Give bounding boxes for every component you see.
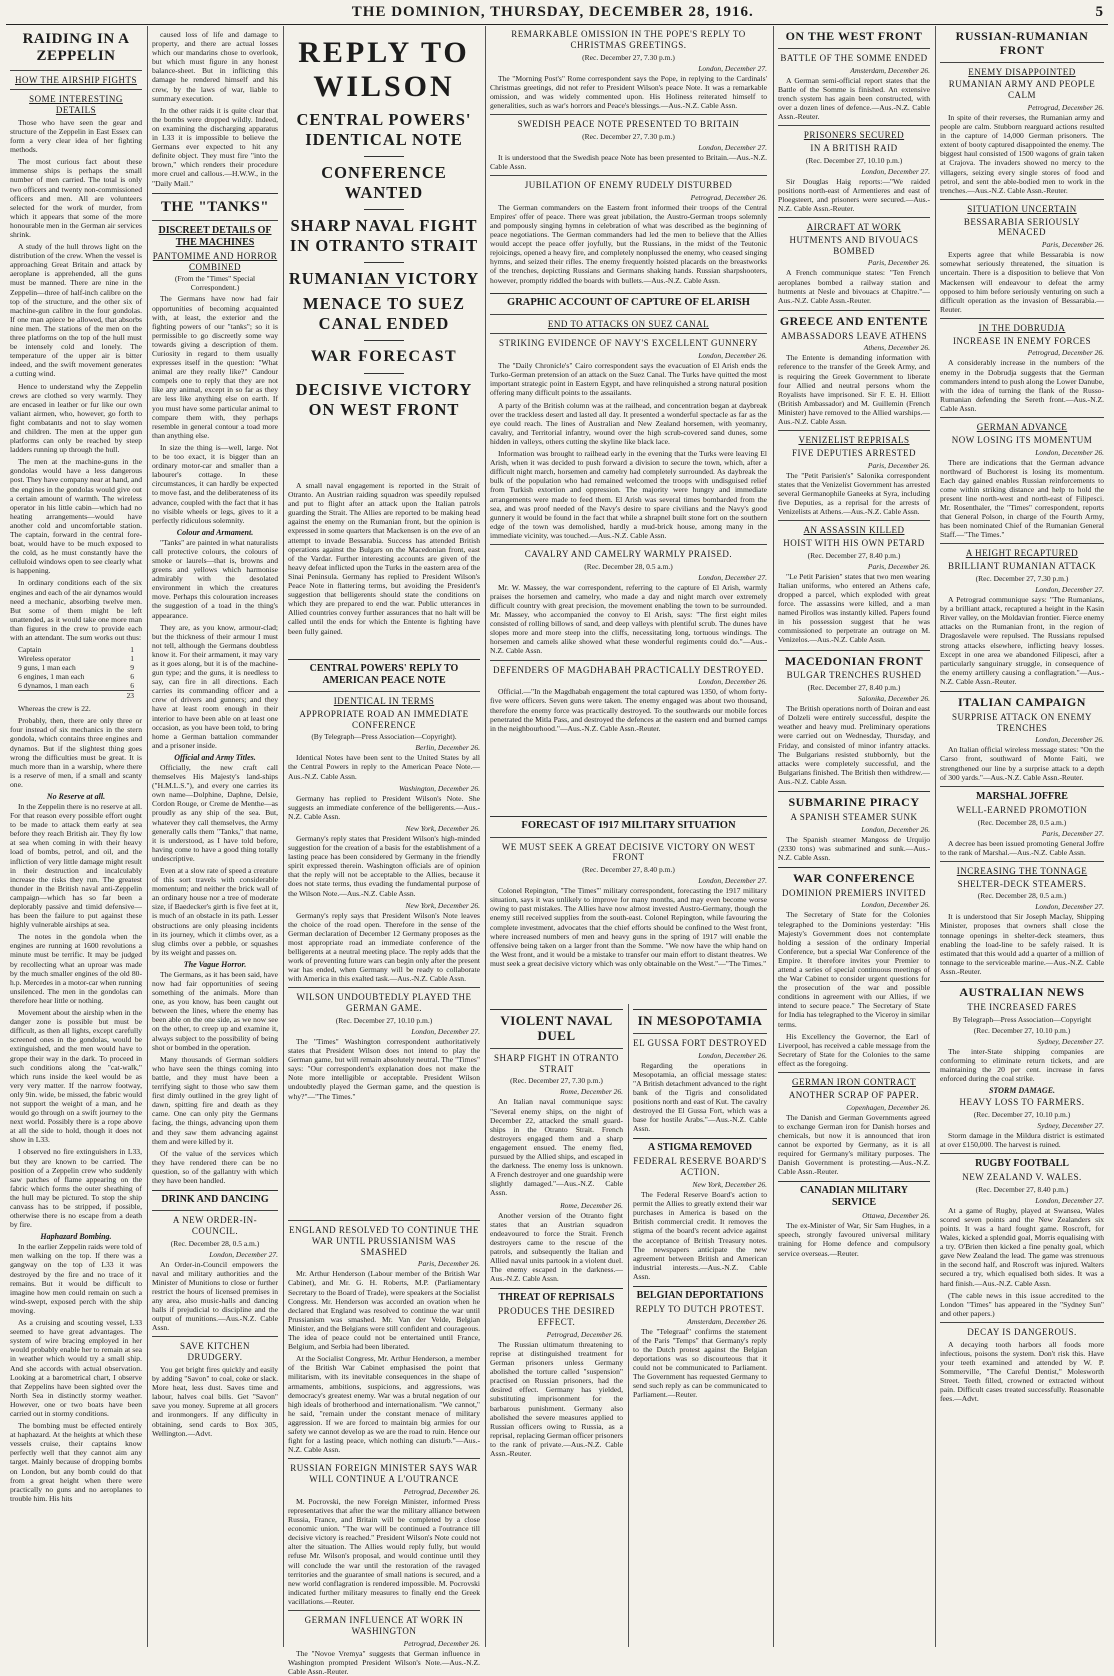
article-title: SUBMARINE PIRACY: [788, 794, 920, 809]
advert-text: A decaying tooth harbors all foods more infectious, poisons the system. Don't risk this. Have your teeth examined and attended by W. P. Sommerville, "The Careful Dentist," Molesworth Street. Teeth filled, crowned or extracted without pain. Difficult cases treated successfully. Reasonable fees.—Advt.: [940, 1339, 1104, 1404]
dateline: Petrograd, December 26.: [1027, 348, 1104, 358]
paragraph: The "Morning Post's" Rome correspondent says the Pope, in replying to the Cardinals' Christmas greetings, did not refer to President Wilson's peace Note. It was a remarkable omission, and was widely commented upon. His Holiness reiterated himself to generalities, such as war's horrors and Peace's blessings.—Aus.-N.Z. Cable Assn.: [490, 73, 767, 110]
article-title: ON THE WEST FRONT: [785, 29, 923, 43]
dateline: Amsterdam, December 26.: [850, 65, 930, 75]
dateline: Paris, December 26.: [867, 460, 930, 470]
dateline: London, December 26.: [698, 351, 767, 361]
dateline: Copenhagen, December 26.: [846, 1102, 930, 1112]
article-title-drink: DRINK AND DANCING: [161, 1194, 269, 1206]
received-line: (Rec. December 27, 7.30 p.m.): [975, 574, 1069, 584]
subhead: STORM DAMAGE.: [988, 1085, 1056, 1095]
paragraph: An Order-in-Council empowers the naval and military authorities and the Minister of Munitions to close or further restrict the hours of licensed premises in any area, also music-halls and dancing halls if prejudicial to discipline and the output of munitions.—Aus.-N.Z. Cable Assn.: [152, 1259, 278, 1333]
column-el-arish: [486, 288, 771, 808]
paragraph: Many thousands of German soldiers who have seen the things coming into battle, and they must have been a terrifying sight to those who saw them first dimly outlined in the grey light of dawn, spitting fire and death as they came. One can only pity the Germans facing, the things, advancing upon them and they saw them advancing against them and were killed by it.: [152, 1054, 278, 1146]
subhead: APPROPRIATE ROAD AN IMMEDIATE CONFERENCE: [299, 708, 469, 730]
paragraph: A party of the British column was at the railhead, and concentration began at daybreak over the trackless desert and lasted all day. It presented a wonderful spectacle as far as the eye could reach. The lines of Australian and New Zealand horsemen, with yeomanry, cavalry, and Territorial infantry, wound over the high scrub-covered sand dunes, some hidden in valleys, others cutting the skyline like black lace.: [490, 400, 767, 446]
dateline: Amsterdam, December 26.: [687, 1316, 767, 1326]
column-2: [148, 26, 282, 1647]
paragraph: The Russian ultimatum threatening to reprise at distinguished treatment for German prisoners unless Germany abolished the torture called "suspension" practised on Russian prisoners, had the desired effect. Germany has yielded, substituting imprisonment for the barbarous punishment. Germany also abolished the severe measures applied to Russian officers owing to Russia, as a reprisal, replacing German officer prisoners to the rank of private.—Aus.-N.Z. Cable Assn.-Reuter.: [490, 1339, 623, 1458]
advert-title: SAVE KITCHEN DRUDGERY.: [179, 1341, 251, 1363]
article-title: CENTRAL POWERS' REPLY TO AMERICAN PEACE NOTE: [309, 663, 459, 686]
paragraph: The "Petit Parisien's" Salonika correspondent states that the Venizelist Government has arrested several Germanophile Ganeeks at Syra, including five Deputies, as a reprisal for the arrests of Venizelists at Athens.—Aus.-N.Z. Cable Assn.: [778, 470, 930, 517]
subhead: HOIST WITH HIS OWN PETARD: [783, 538, 925, 548]
subhead: SHARP FIGHT IN OTRANTO STRAIT: [493, 1052, 620, 1074]
article-title: RUSSIAN FOREIGN MINISTER SAYS WAR WILL CONTINUE A L'OUTRANCE: [290, 1463, 478, 1485]
paragraph: The Entente is demanding information with reference to the transfer of the Greek Army, and is requiring the Greek Government to liberate four Allied and neutral persons whom the Royalists have imprisoned. Sir F. E. H. Elliott (British Ambassador) and M. Guillemin (French Minister) have removed to the Allied warships.—Aus.-N.Z. Cable Assn.: [778, 353, 930, 427]
paragraph: Regarding the operations in Mesopotamia, an official message states: "A British detachment advanced to the right bank of the Tigris and consolidated positions north and east of Kut. The cavalry destroyed the El Gussa Fort, which was a base for hostile Arabs."—Aus.-N.Z. Cable Assn.: [633, 1060, 767, 1134]
paragraph: In ordinary conditions each of the six engines and each of the air dynamos would need a mechanic, absorbing twelve men. But some of them might be left unattended, as it would take one more man than figures in the crew to provide each with an attendant. The sum works out thus:: [10, 578, 142, 643]
subhead: A NEW ORDER-IN-COUNCIL.: [172, 1215, 258, 1236]
dateline: Petrograd, December 26.: [403, 1486, 480, 1496]
article-title: JUBILATION OF ENEMY RUDELY DISTURBED: [524, 179, 733, 190]
paragraph: Mr. Arthur Henderson (Labour member of the British War Cabinet), and Mr. G. H. Roberts, M.P. (Parliamentary Secretary to the Board of Trade), were speakers at the Socialist Congress. Mr. Henderson was accorded an ovation when he declared that England was resolved to continue the war until Prussianism was smashed. Mr. Van der Velde, Belgian Minister, and the Belgians were still confident and courageous. The idea of peace could not be entertained until France, Belgium, and Serbia had been liberated.: [288, 1269, 480, 1352]
paragraph: Identical Notes have been sent to the United States by all the Central Powers in reply to the American Peace Note.—Aus.-N.Z. Cable Assn.: [288, 753, 480, 781]
subhead: No Reserve at all.: [46, 791, 106, 801]
column-peace-note: [284, 654, 484, 1214]
received-line: (Rec. December 27, 8.40 p.m.): [975, 1184, 1069, 1194]
dateline: Paris, December 26.: [867, 561, 930, 571]
dateline: London, December 27.: [698, 572, 767, 582]
article-title: GERMAN INFLUENCE AT WORK IN WASHINGTON: [304, 1614, 464, 1636]
paragraph: In the other raids it is quite clear that the bombs were dropped wildly. Indeed, on examining the discharging apparatus in L33 it is impossible to believe the Germans ever expected to hit any definite object. They must fire "into the brown," which renders their procedure more cruel and callous.—H.W.W., in the "Daily Mail.": [152, 105, 278, 188]
received-line: (Rec. December 28, 0.5 a.m.): [977, 891, 1067, 901]
paragraph: Officially, the new craft call themselves His Majesty's land-ships ("H.M.L.S."), and every one carries its own name—Dolphine, Daphne, Delsie, Cordon Rouge, or Creme de Menthe—as proudly as any ship of the sea. But, whatever they call themselves, the Army generally calls them "Tanks," that name, it is understood, as I have told before, having come to have a good thing totally undescriptive.: [152, 762, 278, 863]
dateline: London, December 27.: [698, 876, 767, 886]
article-title: ITALIAN CAMPAIGN: [958, 695, 1086, 709]
column-8: [936, 26, 1108, 1647]
crew-row: Wireless operator 1: [18, 654, 134, 664]
subhead: HOW THE AIRSHIP FIGHTS: [14, 74, 138, 85]
paragraph: A considerably increase in the numbers of the enemy in the Dobrudja suggests that the German commanders intend to push along the Lower Danube, with the idea of turning the flank of the Russo-Rumanian defending the Sereth front.—Aus.-N.Z. Cable Assn.: [940, 358, 1104, 413]
paragraph: Germany's reply states that President Wilson's high-minded suggestion for the creation of a basis for the establishment of a lasting peace has been considered by Germany in the friendly spirit expressed therein. Washington officials are of opinion that the reply will not be acceptable to the Allies, because it does not state terms, thus evading the fundamental purpose of the Wilson Note.—Aus.-N.Z. Cable Assn.: [288, 833, 480, 898]
received-line: (Rec. December 27, 7.30 p.m.): [582, 131, 675, 141]
dateline: London, December 26.: [1035, 447, 1104, 457]
subhead: DOMINION PREMIERS INVITED: [782, 887, 926, 898]
subhead: PRODUCES THE DESIRED EFFECT.: [498, 1306, 615, 1328]
received-line: (Rec. December 27, 7.30 p.m.): [510, 1076, 603, 1086]
subhead: HUTMENTS AND BIVOUACS BOMBED: [789, 234, 919, 256]
paragraph: Storm damage in the Mildura district is estimated at over £150,000. The harvest is ruined.: [940, 1130, 1104, 1149]
paragraph: It is understood that the Swedish peace Note has been presented to Britain.—Aus.-N.Z. Cable Assn.: [490, 152, 767, 171]
subhead: The Vague Horror.: [183, 959, 247, 969]
paragraph: A German semi-official report states that the Battle of the Somme is finished. An extensive trench system has again been constructed, with over a dozen lines of defence.—Aus.-N.Z. Cable Assn.-Reuter.: [778, 75, 930, 121]
subhead: ANOTHER SCRAP OF PAPER.: [788, 1089, 920, 1100]
subhead: A SPANISH STEAMER SUNK: [790, 811, 918, 822]
article-title: CANADIAN MILITARY SERVICE: [799, 1185, 909, 1209]
article-title: AIRCRAFT AT WORK: [806, 222, 902, 233]
article-title: BELGIAN DEPORTATIONS: [636, 1290, 764, 1302]
source-line: (From the "Times" Special Correspondent.): [174, 274, 256, 293]
subhead: IDENTICAL IN TERMS: [333, 696, 435, 706]
subhead: INCREASE IN ENEMY FORCES: [953, 335, 1091, 346]
article-title: ENGLAND RESOLVED TO CONTINUE THE WAR UNTIL PRUSSIANISM WAS SMASHED: [289, 1225, 479, 1257]
crew-row: 9 guns, 1 man each 9: [18, 663, 134, 673]
column-pope: [486, 26, 771, 284]
paragraph: Experts agree that while Bessarabia is now somewhat seriously threatened, the situation is uncertain. There is a disposition to believe that Von Mackensen will endeavour to defeat the army opposed to him before seriously venturing on such a difficult operation as the invasion of Bessarabia.—Reuter.: [940, 250, 1104, 314]
note: (The cable news in this issue accredited to the London "Times" has appeared in the "Sydney Sun" and other papers.): [940, 1290, 1104, 1318]
subhead: EL GUSSA FORT DESTROYED: [633, 1037, 767, 1048]
paragraph: At a game of Rugby, played at Swansea, Wales scored seven points and the New Zealanders six points. It was a hard fought game. Roscroft, for Wales, kicked a splendid goal, Morris equalising with a try. O'Brien then kicked a fine penalty goal, which gave New Zealand the lead. The game was strenuous in the second half, and Roscroft was injured. Walters secured a try, which equalised both sides. It was a hard finish.—Aus.-N.Z. Cable Assn.: [940, 1205, 1104, 1288]
dateline: London, December 27.: [1035, 1195, 1104, 1205]
received-line: (Rec. December 27, 7.30 p.m.): [582, 52, 675, 62]
dateline: London, December 26.: [861, 900, 930, 910]
received-line: (Rec. December 27, 8.40 p.m.): [807, 550, 901, 560]
dateline: London, December 27.: [411, 1026, 480, 1036]
paragraph: Movement about the airship when in the danger zone is possible but must be difficult, as then all lights, except carefully screened ones in the gondolas, would be extinguished, and the men would have to grope their way in the dark. To proceed in such conditions along the "cat-walk," which runs inside the keel would be as very very matter. If the narrow footway, only 9in. wide, be missed, the fabric would not support the weight of a man, and he would go through on a swift journey to the next world. Possibly there is a rope above at all the side to hold, though it does not show in L33.: [10, 1008, 142, 1145]
received-line: (Rec. December 27, 10.10 p.m.): [805, 155, 903, 165]
paragraph: The ex-Minister of War, Sir Sam Hughes, in a speech, strongly favoured universal military training for Home defence and compulsory service overseas.—Reuter.: [778, 1221, 930, 1258]
dateline: London, December 26.: [698, 1050, 767, 1060]
paragraph: Those who have seen the gear and structure of the Zeppelin in East Essex can form a very clear idea of her fighting methods.: [10, 117, 142, 155]
dateline: Petrograd, December 26.: [690, 192, 767, 202]
paragraph: It is understood that Sir Joseph Maclay, Shipping Minister, proposes that owners shall close the tonnage openings in shelter-deck steamers, thus enabling the load-line to be safely raised. It is estimated that this would add a quarter of a million of tonnage to the serviceable marine.—Aus.-N.Z. Cable Assn.-Reuter.: [940, 912, 1104, 976]
dateline: Salonika, December 26.: [857, 694, 930, 704]
headline-deck: CONFERENCE WANTED: [321, 163, 447, 202]
dateline: Petrograd, December 26.: [403, 1638, 480, 1648]
dateline: Paris, December 26.: [1041, 240, 1104, 250]
dateline: London, December 27.: [698, 142, 767, 152]
article-title: A HEIGHT RECAPTURED: [965, 548, 1079, 559]
dateline: London, December 27.: [861, 166, 930, 176]
subhead: Colour and Armament.: [176, 527, 254, 537]
article-title: VENIZELIST REPRISALS: [798, 435, 910, 446]
paragraph: Of the value of the services which they have rendered there can be no question, so of the gallantry with which they have been handled.: [152, 1148, 278, 1185]
dateline: Paris, December 27.: [1041, 828, 1104, 838]
dateline: Sydney, December 27.: [1037, 1120, 1104, 1130]
advert-text: You get bright fires quickly and easily by adding "Savon" to coal, coke or slack. More heat, less dust. Saves time and labour, halves coal bills. Get "Savon" save you money. Supreme at all grocers and ironmongers. If any difficulty in obtaining, send cards to Box 305, Wellington.—Advt.: [152, 1365, 278, 1438]
article-title: MACEDONIAN FRONT: [784, 653, 924, 668]
subhead: FIVE DEPUTIES ARRESTED: [791, 447, 916, 458]
dateline: Berlin, December 26.: [415, 743, 480, 753]
subhead: DISCREET DETAILS OF THE MACHINES: [158, 224, 272, 248]
dateline: Rome, December 26.: [560, 1200, 623, 1210]
dateline: Petrograd, December 26.: [1027, 102, 1104, 112]
article-title: REMARKABLE OMISSION IN THE POPE'S REPLY TO CHRISTMAS GREETINGS.: [511, 29, 746, 50]
paragraph: Colonel Repington, "The Times'" military correspondent, forecasting the 1917 military situation, says it was unlikely to improve for many months, and may even become worse owing to past mistakes. The Allies have now almost invested Austro-Germany, though the enemy still received supplies from the south-east. Colonel Repington, while favouring the complete investment, advocates that the chief efforts should be confined to the West front, where increased numbers of men and heavy guns in the spring of 1917 will enable the offensive being taken on a larger front than the Somme. "We now have the whip hand on the West front, and it would be a mistake to transfer our main effort to distant theatres. We must seek a great decisive victory which was only obtainable on the West."—"The Times.": [490, 886, 767, 968]
dateline: Paris, December 26.: [867, 258, 930, 268]
article-title: WAR CONFERENCE: [792, 870, 915, 885]
paragraph: They are, as you know, armour-clad; but the thickness of their armour I must not tell, although the Germans doubtless know it. For their armament, it may vary as it goes along, but it is of the machine-gun type; and the guns, it is needless to say, can fire in all directions. Each carries its commanding officer and a crew of drivers and gunners; and they have at least room enough in their interior to have been able on at least one occasion, as you have been told, to bring home a German battalion commander and a prisoner inside.: [152, 622, 278, 750]
headline-deck: CENTRAL POWERS' IDENTICAL NOTE: [296, 110, 472, 149]
subhead: BESSARABIA SERIOUSLY MENACED: [963, 216, 1081, 238]
article-title: IN THE DOBRUDJA: [978, 322, 1066, 333]
main-headline-block: [284, 26, 484, 288]
paragraph: The "Novoe Vremya" suggests that German influence in Washington prompted President Wilson's Note.—Aus.-N.Z. Cable Assn.-Reuter.: [288, 1648, 480, 1676]
received-line: (Rec. December 28, 0.5 a.m.): [584, 561, 673, 571]
headline-deck: SHARP NAVAL FIGHT IN OTRANTO STRAIT: [289, 216, 479, 255]
headline-deck: WAR FORECAST: [310, 348, 458, 365]
crew-row: 6 dynamos, 1 man each 6: [18, 681, 134, 691]
subhead: NOW LOSING ITS MOMENTUM: [951, 434, 1093, 445]
article-title: SWEDISH PEACE NOTE PRESENTED TO BRITAIN: [517, 118, 740, 129]
summary-paragraph: A small naval engagement is reported in the Strait of Otranto. An Austrian raiding squadron was speedily repulsed and put to flight after an attack upon the Italian patrols guarding the Strait. The Allies are reported to be making head against the enemy on the Rumanian front, but the opinion is expressed in some quarters that Mackensen is on the eve of an attempt to invade Bessarabia. Success has attended British operations against the Bulgars on the Macedonian front, east of the Vardar. Further interesting accounts are given of the heavy defeat inflicted upon the Turks in the eastern area of the Sinai Peninsula. Germany has replied to President Wilson's Peace Note in flattering terms, but avoiding the President's suggestion that belligerents should state the conditions on which they are prepared to end the war. Public utterances in Allied countries convey further assurances that no halt will be called until the ends for which the Entente is fighting have been fully gained.: [288, 481, 480, 636]
advert-title: DECAY IS DANGEROUS.: [967, 1326, 1077, 1337]
subhead: THE INCREASED FARES: [967, 1001, 1077, 1012]
paragraph: The inter-State shipping companies are conforming to eliminate return tickets, and are maintaining the 20 per cent. increase in fares enforced during the coal strike.: [940, 1046, 1104, 1083]
article-title: AUSTRALIAN NEWS: [959, 985, 1085, 999]
received-line: (Rec. December 27, 10.10 p.m.): [973, 1109, 1071, 1119]
subhead: IN A BRITISH RAID: [810, 142, 898, 153]
article-title-tanks: THE "TANKS": [160, 198, 270, 215]
paragraph: I observed no fire extinguishers in L33, but they are known to be carried. The position of a Zeppelin crew who suddenly saw patches of flame appearing on the fabric which forms the outer sheathing of the hull may be pictured. To stop the ship canvass has to be stripped, if possible, otherwise there is no escape from a death by fire.: [10, 1147, 142, 1230]
paragraph: The notes in the gondola when the engines are running at 1600 revolutions a minute must be terrific. It may be judged by recollecting what an uproar was made by the much smaller engines of the old 80-h.p. Mercedes in a motor-car when running unsilenced. The men in the gondolas can therefore hear little or nothing.: [10, 932, 142, 1005]
paragraph: The men at the machine-guns in the gondolas would have a less dangerous post. They have company near at hand, and the engines in the gondolas would give out a certain amount of warmth. The wireless operator in his little cabin—which had no heating arrangements—would have another cold and uncomfortable station. The captain, forward in the central fore-boat, would have to be much exposed to the cold, as he must constantly have the celluloid windows open to see clearly what is happening.: [10, 457, 142, 576]
article-title: PRISONERS SECURED: [803, 130, 905, 141]
article-title: GREECE AND ENTENTE: [779, 313, 929, 328]
subhead: SHELTER-DECK STEAMERS.: [957, 878, 1087, 889]
subhead: WELL-EARNED PROMOTION: [956, 804, 1088, 815]
paragraph: Hence to understand why the Zeppelin crews are clothed so very warmly. They are encased in leather or fur like our own valiant airmen, who, however, go forth to fight combatants and not to slay women and children. The men at the upper gun platforms can only be reached by steep ladders running up through the hull.: [10, 381, 142, 455]
column-7: [774, 26, 934, 1647]
paragraph: An Italian official wireless message states: "On the Carso front, southward of Monte Faiti, we strengthened our line by a surprise attack to a depth of 300 yards."—Aus.-N.Z. Cable Assn.-Reuter.: [940, 745, 1104, 782]
paragraph: Information was brought to railhead early in the evening that the Turks were leaving El Arish, when it was decided to push forward a division to secure the town, which, after a difficult night march, horsemen and camelry had completely surrounded. As daybreak the bulk of the population who had remained welcomed the troops with undisguised relief from Turkish extortion and oppression. The majority were hungry and immediate arrangements were made to feed them. El Arish was several times bombarded from the sea, and was proof needed of the Navy's desire to spare civilians and the Navy's good gunnery it would be found in the fact that while a shrapnel built stone fort on the southern edge of the town was demolished, hardly a mud-brick house, among many in the immediate vicinity, was touched.—Aus.-N.Z. Cable Assn.: [490, 449, 767, 540]
paragraph: The Germans have now had fair opportunities of becoming acquainted with, at least, the exterior and the fighting powers of our "tanks"; so it is permissible to go discreetly some way towards giving a description of them. Curiosity in regard to them usually expresses itself in the question: "What animal are they really like?" Candour compels one to reply that they are not like any animal, except in so far as they are less like anything else on earth. If you must have some particular animal to compare them with, they perhaps resemble in general contour a toad more than anything else.: [152, 294, 278, 440]
paragraph: Germany's reply says that President Wilson's Note leaves the choice of the road open. Therefore in the sense of the German declaration of December 12 Germany proposes as the most appropriate road an immediate conference of the belligerents at a neutral meeting place. The reply adds that the work of preventing future wars can begin only after the present war has ended, when Germany will be ready to collaborate with America in this exalted task.—Aus.-N.Z. Cable Assn.: [288, 910, 480, 984]
column-naval-duel: [486, 1004, 627, 1647]
source-line: (By Telegraph—Press Association—Copyright).: [311, 732, 457, 742]
article-title: RUGBY FOOTBALL: [975, 1157, 1069, 1169]
paragraph: The British operations north of Doiran and east of Dolzeli were entirely successful, despite the weather and heavy mud. Preliminary operations were carried out on Wednesday, Thursday, and Friday, and consisted of minor infantry attacks. The Bulgarians resisted stubbornly, but the attacks were completely successful, and the Bulgarians finished. The British then withdrew.—Aus.-N.Z. Cable Assn.: [778, 704, 930, 786]
crew-row: 6 engines, 1 man each 6: [18, 672, 134, 682]
article-title: CAVALRY AND CAMELRY WARMLY PRAISED.: [524, 548, 733, 559]
paragraph: In spite of their reverses, the Rumanian army and people are calm. Stubborn rearguard actions resulted in the capture of 14,000 German prisoners. The extent of booty captured disappointed the enemy. The biggest haul consisted of 1500 wagons of grain taken at Crajova. The invaders showed no mercy to the villagers, seizing every single stores of food and petrol, and sent the able-bodied men to work in the trenches.—Aus.-N.Z. Cable Assn.-Reuter.: [940, 112, 1104, 195]
column-1: [6, 26, 146, 1647]
main-headline: REPLY TO WILSON: [298, 36, 470, 103]
paragraph: In the Zeppelin there is no reserve at all. For that reason every possible effort ought to be made to attack them early at sea before they reach British air. They fly low at sea when coming in with their heavy load of bombs, petrol, and oil, and the infliction of very little damage might result in their destruction and incalculably increase the risks they run. The greatest thunder in the British naval anti-Zeppelin campaign—which has so far been a deplorably passive and timid defensive—has been the failure to put against these highly vulnerable airships at sea.: [10, 801, 142, 930]
column-mesopotamia: [629, 1004, 771, 1647]
paragraph: The "Times" Washington correspondent authoritatively states that President Wilson does not intend to play the German game, but will remain absolutely neutral. The "Times" says: "Our correspondent's explanation does not make the Note more intelligible or acceptable. President Wilson undoubtedly played the German game, and the question is why?"—"The Times.": [288, 1036, 480, 1101]
main-headline-block-2: [284, 281, 484, 481]
received-line: (Rec. December 27, 10.10 p.m.): [973, 1025, 1071, 1035]
dateline: Paris, December 26.: [417, 1259, 480, 1269]
subhead: BULGAR TRENCHES RUSHED: [786, 670, 922, 681]
paragraph: The Danish and German Governments agreed to exchange German iron for Danish horses and chemicals, but now it is announced that iron cannot be exported by Germany, as it is all required for Germany's military purposes. The Danish Government is protesting.—Aus.-N.Z. Cable Assn.-Reuter.: [778, 1112, 930, 1177]
dateline: Petrograd, December 26.: [546, 1329, 623, 1339]
subhead: Haphazard Bombing.: [40, 1232, 112, 1242]
paragraph: Mr. W. Massey, the war correspondent, referring to the capture of El Arish, warmly praises the horsemen and camelry, who made a day and night march over extremely difficult country with great precision, the movement enabling the town to be surrounded. Mr. Massey, who accompanied the convoy to El Arish, says: "The first eight miles consisted of rolling billows of sand, and deep valleys with plentiful scrub. The dunes have slopes more and more steep into the cliffs, necessitating long, tortuous windings. The horsemen and camels alike showed what these wonderful regiments could do."—Aus.-N.Z. Cable Assn.: [490, 582, 767, 656]
paragraph: At the Socialist Congress, Mr. Arthur Henderson, a member of the British War Cabinet emphasised the point that militarism, with its inevitable consequences in the shape of armaments, ambitions, suspicions, and aggressions, was democracy's greatest enemy. War was a brutal negation of our high ideals of brotherhood and internationalism. "We cannot," he said, "remain under the constant menace of military aggression. If we are forced to maintain big armies for our safety we cannot develop as we are the road to ruin. Hence our fight for a lasting peace, which nothing can disturb."—Aus.-N.Z. Cable Assn.: [288, 1354, 480, 1455]
source-line: By Telegraph—Press Association—Copyright: [952, 1014, 1092, 1024]
paragraph: His Excellency the Governor, the Earl of Liverpool, has received a cable message from the Secretary of State for the Colonies to the same effect as the foregoing.: [778, 1031, 930, 1068]
paragraph: The Federal Reserve Board's action to permit the Allies to greatly extend their war purchases in America is based on the British commercial credit. It removes the stigma of the board's recent advice against the acceptance of British Treasury notes. The newspapers anticipate the new agreement between British and American industrial interests.—Aus.-N.Z. Cable Assn.: [633, 1190, 767, 1281]
subhead: HEAVY LOSS TO FARMERS.: [959, 1096, 1085, 1107]
article-title-zeppelin: RAIDING IN A ZEPPELIN: [22, 31, 130, 65]
crew-total-row: 23: [18, 690, 134, 700]
paragraph: "Tanks" are painted in what naturalists call protective colours, the colours of smoke or laurels—that is, browns and greens and yellows which harmonise admirably with the desolated environment in which the creatures move. Perhaps this colouration increases the suggestion of a toad in the thing's appearance.: [152, 537, 278, 620]
paragraph: The Spanish steamer Mangoss de Urquijo (2330 tons) was submarined and sunk.—Aus.-N.Z. Cable Assn.: [778, 834, 930, 862]
article-title: FORECAST OF 1917 MILITARY SITUATION: [521, 820, 736, 831]
crew-row: Captain 1: [18, 645, 134, 655]
headline-deck: MENACE TO SUEZ CANAL ENDED: [303, 294, 465, 333]
paragraph: An Italian naval communique says: "Several enemy ships, on the night of December 22, attacked the small guard-ships in the Otranto Strait. French destroyers engaged them and a sharp engagement ensued. The enemy fled, pursued by the Allied ships, and escaped in the darkness. The enemy loss is unknown. A French destroyer and one guardship were slightly damaged."—Aus.-N.Z. Cable Assn.: [490, 1097, 623, 1198]
article-title: IN MESOPOTAMIA: [637, 1013, 763, 1028]
paragraph: A Petrograd communique says: "The Rumanians, by a brilliant attack, recaptured a height in the Kasin River valley, on the Moldavian frontier. Fierce enemy attacks on the Rumanian front, in the region of Dragoslavele were repulsed. The Russians repulsed strong attacks elsewhere, inflicting heavy losses. Except in one area we abandoned Filipesci, after a particularly sanguinary struggle, in consequence of the enemy artillery causing a conflagration."—Aus.-N.Z. Cable Assn.-Reuter.: [940, 595, 1104, 686]
dateline: London, December 27.: [1035, 902, 1104, 912]
article-title: THREAT OF REPRISALS: [498, 1292, 615, 1304]
dateline: London, December 26.: [861, 824, 930, 834]
subhead: NEW ZEALAND V. WALES.: [962, 1171, 1082, 1182]
article-title: RUSSIAN-RUMANIAN FRONT: [955, 29, 1089, 57]
dateline: Sydney, December 27.: [1037, 1036, 1104, 1046]
paragraph: The Germans, as it has been said, have now had fair opportunities of seeing something of the animals. More than one, as you know, has been caught out between the lines, where the enemy has been able on the one side, as we now see on the other, to creep up and examine it, always subject to the possibility of being shot or bombed in the operation.: [152, 969, 278, 1052]
article-title: A STIGMA REMOVED: [648, 1142, 752, 1154]
subhead: SOME INTERESTING DETAILS: [29, 94, 123, 116]
page-number: 5: [1095, 3, 1104, 20]
subhead: SURPRISE ATTACK ON ENEMY TRENCHES: [951, 711, 1093, 733]
paragraph: Sir Douglas Haig reports:—"We raided positions north-east of Armentieres and east of Ploegsteert, and prisoners were secured.—Aus.-N.Z. Cable Assn.-Reuter.: [778, 176, 930, 213]
received-line: (Rec. December 27, 8.40 p.m.): [582, 865, 675, 875]
column-forecast: [486, 811, 771, 1001]
article-title: MARSHAL JOFFRE: [976, 790, 1068, 802]
paragraph: A study of the hull throws light on the distribution of the crew. When the vessel is approaching Great Britain and attack by aeroplane is apprehended, all the guns must be manned. There are nine in the Zeppelin—three of half-inch calibre on the top of the structure, and the other six of machine-gun calibre in the four gondolas. If one man apiece be allowed, that absorbs nine men. The stations of the men on the three platforms on the top of the hull must be intensely cold and lonely. The temperature of the upper air is bitter indeed, and the swift movement generates a cutting wind.: [10, 242, 142, 379]
paragraph: The German commanders on the Eastern front informed their troops of the Central Empires' offer of peace. There was great jubilation, the Austro-German troops solemnly and pompously singing hymns in celebration of what was described as the beginning of peace negotiations. The German commanders had led the men to believe that the Allies would accept the peace offer joyfully, but the Russians, in the midst of the Teutonic rejoicings, opened a heavy fire, and completely nonplussed the enemy, who ceased singing hymns, and seized their rifles. The enemy frequently hoisted placards on the breastworks of the trenches, depicting Russians and Germans shaking hands. Russian sharpshooters, however, promptly riddled the boards with bullets.—Aus.-N.Z. Cable Assn.: [490, 202, 767, 285]
paragraph: A French communique states: "Ten French aeroplanes bombed a railway station and hutments at Nesle and bivouacs at Chapitre."—Aus.-N.Z. Cable Assn.-Reuter.: [778, 268, 930, 305]
paragraph: Probably, then, there are only three or four instead of six mechanics in the stern gondola, which contains three engines and dynamos. But if the slightest thing goes wrong the difficulties must be great. It is much more than in a warship, where there is a reserve of men, if a small and scanty one.: [10, 716, 142, 789]
dateline: Rome, December 26.: [560, 1087, 623, 1097]
dateline: London, December 27.: [698, 63, 767, 73]
dateline: London, December 26.: [698, 677, 767, 687]
paragraph: Official.—"In the Magdhabah engagement the total captured was 1350, of whom forty-five were officers. Seven guns were taken. The enemy engaged was about two thousand, therefore the enemy force was practically destroyed. To the southwards our mobile forces penetrated the Mitla Pass, and destroyed the defences at the eastern end and burned camps in the neighbourhood."—Aus.-N.Z. Cable Assn.-Reuter.: [490, 687, 767, 733]
dateline: Washington, December 26.: [399, 783, 480, 793]
headline-deck: DECISIVE VICTORY ON WEST FRONT: [295, 380, 473, 419]
paragraph: The Secretary of State for the Colonies telegraphed to the Dominions yesterday: "His Majesty's Government does not contemplate holding a session of the ordinary Imperial Conference, but a special War Conference of the Empire. It therefore invites your Premier to attend a series of special continuous meetings of the War Cabinet to consider urgent questions for the prosecution of the war and possible conditions in agreement with our Allies, if we intend to secure peace." The Secretary of State for India has telegraphed to the Viceroy in similar terms.: [778, 910, 930, 1029]
crew-table: [18, 645, 134, 700]
dateline: New York, December 26.: [405, 823, 480, 833]
headline-deck: RUMANIAN VICTORY: [288, 269, 480, 288]
subhead: FEDERAL RESERVE BOARD'S ACTION.: [633, 1156, 767, 1178]
subhead: WE MUST SEEK A GREAT DECISIVE VICTORY ON WEST FRONT: [501, 841, 756, 863]
column-henderson: [284, 1216, 484, 1676]
paragraph: Another version of the Otranto fight states that an Austrian squadron endeavoured to force the Strait. French destroyers came to the rescue of the patrols, and subsequently the Italian and Allied naval units partook in a violent duel. The enemy escaped in the darkness.—Aus.-N.Z. Cable Assn.: [490, 1210, 623, 1284]
article-title: GERMAN IRON CONTRACT: [791, 1077, 916, 1088]
paragraph: Whereas the crew is 22.: [18, 704, 91, 714]
paragraph: The "Daily Chronicle's" Cairo correspondent says the evacuation of El Arish ends the Turko-German pretension of an attack on the Suez Canal. The Turks have quitted the most important strategic point in Eastern Egypt, and have relinquished a strong natural position offering many difficult points to the assailants.: [490, 361, 767, 398]
subhead: Official and Army Titles.: [174, 752, 256, 762]
paragraph: A decree has been issued promoting General Joffre to the rank of Marshal.—Aus.-N.Z. Cable Assn.: [940, 838, 1104, 857]
article-title: GERMAN ADVANCE: [976, 422, 1068, 433]
article-title: SITUATION UNCERTAIN: [967, 203, 1077, 214]
subhead: PANTOMIME AND HORROR COMBINED: [152, 250, 278, 272]
news-summary: [284, 481, 484, 651]
paragraph: caused loss of life and damage to property, and there are actual losses which our mandarins chose to overlook, but which must figure in any honest balance-sheet. But in inflicting this damage he rendered himself and his crew, by the laws of war, liable to summary execution.: [152, 30, 278, 103]
article-title: DEFENDERS OF MAGDHABAH PRACTICALLY DESTROYED.: [492, 664, 765, 675]
paragraph: The bombing must be effected entirely at haphazard. At the heights at which these vessels cruise, their captains know perfectly well that they cannot aim any target. Mainly because of dropping bombs on London, but any bomb could do that from a great height when there were practically no guns and no aeroplanes to trouble him. His hits: [10, 1421, 142, 1503]
subhead: BRILLIANT RUMANIAN ATTACK: [947, 561, 1097, 572]
masthead: [6, 0, 1108, 25]
subhead: AMBASSADORS LEAVE ATHENS: [780, 330, 928, 341]
masthead-title: THE DOMINION, THURSDAY, DECEMBER 28, 1916.: [351, 3, 754, 20]
dateline: London, December 26.: [1035, 735, 1104, 745]
received-line: (Rec. December 28, 0.5 a.m.): [170, 1238, 260, 1248]
paragraph: "Le Petit Parisien" states that two men wearing Italian uniforms, who entered an Athens cafe, dropped a parcel, which exploded with great force. The assassins were killed, and a man named Pirollos was instantly killed. Papers found in his possession suggest that he was commissioned to perpetrate an outrage on M. Venizelos.—Aus.-N.Z. Cable Assn.: [778, 571, 930, 645]
received-line: (Rec. December 27, 10.10 p.m.): [335, 1015, 433, 1025]
subhead: STRIKING EVIDENCE OF NAVY'S EXCELLENT GUNNERY: [498, 338, 759, 349]
subhead: END TO ATTACKS ON SUEZ CANAL: [547, 318, 710, 329]
paragraph: Even at a slow rate of speed a creature of this sort travels with considerable momentum; and neither the brick wall of an ordinary house nor a tree of moderate size, if Baedecker's girth is five feet at it, is much of an obstacle in its path. Lesser obstructions are only pleasing incidents in its journey, which it climbs over, as a slug climbs over a pebble, or squashes by its weight and passes on.: [152, 865, 278, 957]
article-title: VIOLENT NAVAL DUEL: [500, 1013, 613, 1043]
subhead: BATTLE OF THE SOMME ENDED: [780, 52, 928, 63]
paragraph: M. Pocrovski, the new Foreign Minister, informed Press representatives that after the war the military alliance between Russia, France, and Britain will be completed by a close economic union. "The war will be continued a l'outrance till decisive victory is reached." President Wilson's Note could not alter the situation. The Allies would reply fully, but would refuse Mr. Wilson's proposal, and would continue until they will conclude the war until the restoration of the ravaged territories and the guarantee of small nations is secured, and a new world conflagration is rendered impossible. M. Pocrovski indicated further military measures to finally end the Greek vacillations.—Reuter.: [288, 1496, 480, 1606]
article-title: WILSON UNDOUBTEDLY PLAYED THE GERMAN GAME.: [296, 992, 472, 1014]
paragraph: Germany has replied to President Wilson's Note. She suggests an immediate conference of the belligerents.—Aus.-N.Z. Cable Assn.: [288, 793, 480, 821]
paragraph: The most curious fact about these immense ships is perhaps the small number of men carried. The total is only two officers and twenty non-commissioned officers and men. All are volunteers selected for the work of murder, from which it appears that some of the more honourable men in the German air services shrink.: [10, 157, 142, 240]
dateline: London, December 27.: [209, 1249, 278, 1259]
article-title: GRAPHIC ACCOUNT OF CAPTURE OF EL ARISH: [507, 297, 750, 308]
article-title: INCREASING THE TONNAGE: [956, 865, 1088, 876]
subhead: ENEMY DISAPPOINTED: [968, 66, 1076, 77]
paragraph: In size the thing is—well, large. Not to be too exact, it is bigger than an ordinary motor-car and smaller than a labourer's cottage. In these circumstances, it can hardly be expected to move fast, and the deliberateness of its advance, coupled with the fact that it has no visible wheels or legs, gives to it a perfectly ridiculous solemnity.: [152, 442, 278, 525]
subhead: RUMANIAN ARMY AND PEOPLE CALM: [948, 79, 1096, 101]
dateline: London, December 27.: [1035, 585, 1104, 595]
dateline: New York, December 26.: [405, 900, 480, 910]
subhead: REPLY TO DUTCH PROTEST.: [635, 1304, 765, 1315]
dateline: Ottawa, December 26.: [862, 1211, 930, 1221]
paragraph: As a cruising and scouting vessel, L33 seemed to have great advantages. The system of wire bracing employed in her would probably enable her to remain at sea in weather which would try a small ship. And she accords with actual observation. Looking at a barometrical chart, I observe that Zeppelins have been sighted over the North Sea in distinctly stormy weather. However, one or two boats have been carried out in stormy conditions.: [10, 1318, 142, 1418]
dateline: Athens, December 26.: [863, 343, 930, 353]
received-line: (Rec. December 28, 0.5 a.m.): [977, 817, 1067, 827]
paragraph: In the earlier Zeppelin raids were told of men walking on the top. If there was a gangway on the top of L33 it was destroyed by the fire and no trace of it remains. But it would be difficult to imagine how men could remain on such a wind-swept, exposed perch with the ship moving.: [10, 1242, 142, 1315]
dateline: New York, December 26.: [692, 1180, 767, 1190]
paragraph: The "Telegraaf" confirms the statement of the Paris "Temps" that Germany's reply to the Dutch protest against the Belgian deportations was so discourteous that it could not be communicated to Parliament. The Government has requested Germany to send such reply as can be communicated to Parliament.—Reuter.: [633, 1326, 767, 1400]
article-title: AN ASSASSIN KILLED: [803, 525, 905, 536]
paragraph: There are indications that the German advance northward of Buchorest is losing its momentum. Each day gained enables Russian reinforcements to come within striking distance and help to hold the present line north-west and north-east of Filipesci. Mr. Rosenthaler, the "Times" correspondent, reports that General Polson, in charge of the Fourth Army, has been nominated Chief of the Rumanian General Staff.—"The Times.": [940, 457, 1104, 540]
received-line: (Rec. December 27, 8.40 p.m.): [807, 683, 901, 693]
